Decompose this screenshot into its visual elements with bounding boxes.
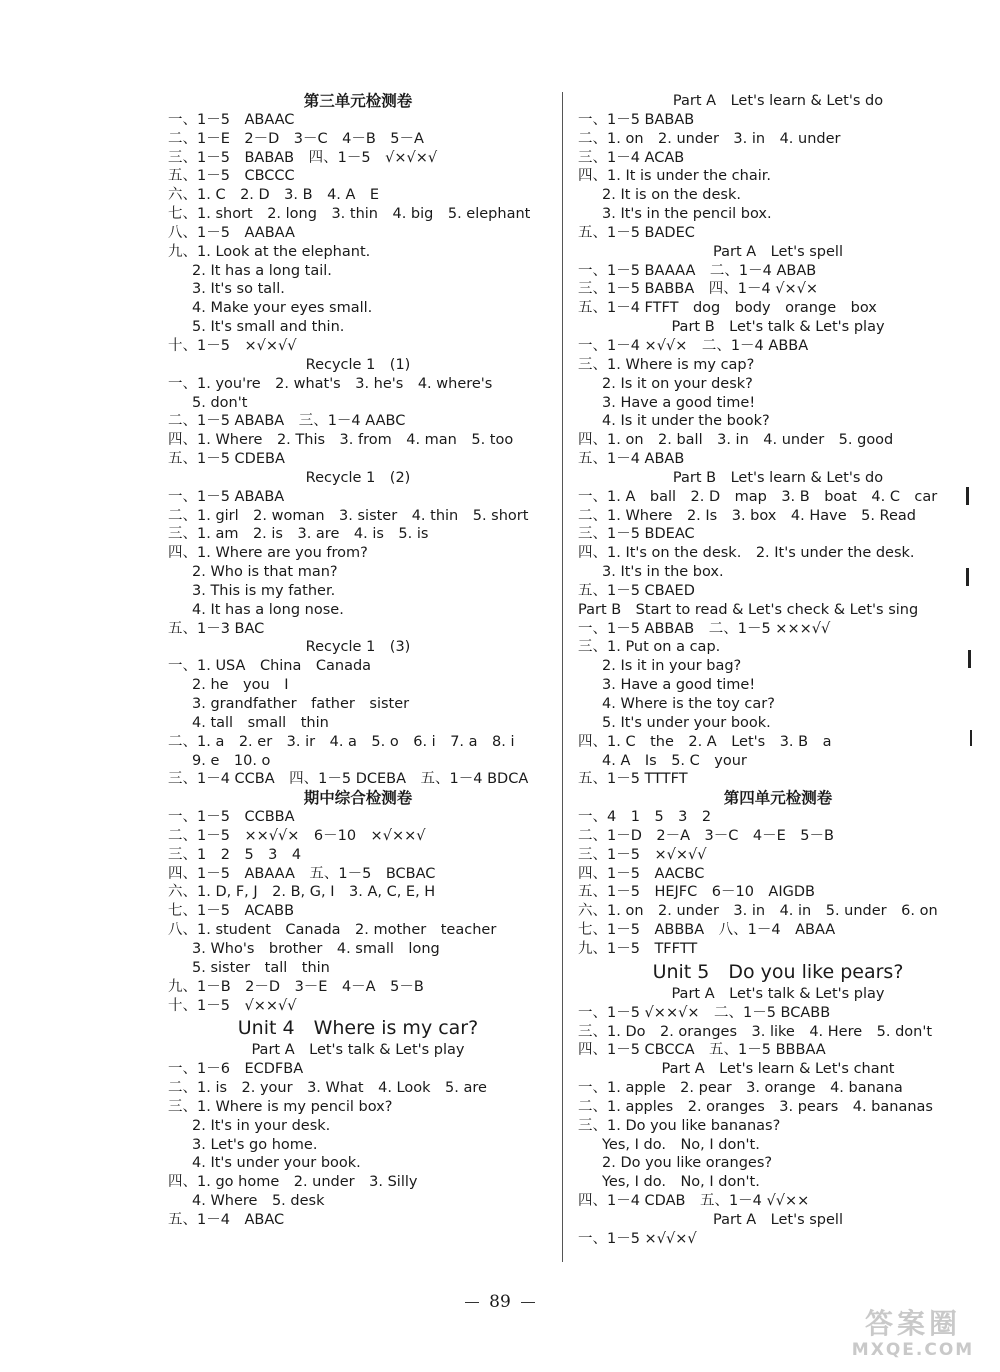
answer-line: 二、1. Where 2. Is 3. box 4. Have 5. Read [578, 507, 916, 524]
answer-line: 4. It has a long nose. [192, 601, 344, 618]
answer-line: 4. Where is the toy car? [602, 696, 775, 712]
answer-line: 二、1－E 2－D 3－C 4－B 5－A [168, 130, 424, 147]
watermark-logo [838, 1308, 988, 1366]
subsection-heading: Recycle 1 (3) [305, 639, 411, 656]
answer-line: 5. don't [192, 394, 248, 411]
answer-line: 2. It has a long tail. [192, 262, 332, 279]
answer-line: 三、1－5 BDEAC [578, 526, 695, 543]
answer-line: 五、1－5 BADEC [578, 224, 695, 241]
answer-line: 一、1－5 ABBAB 二、1－5 ×××√√ [578, 620, 831, 637]
answer-line: 十、1－5 ×√×√√ [168, 337, 297, 354]
answer-line: 2. It's in your desk. [192, 1117, 331, 1134]
answer-line: 9. e 10. o [192, 752, 271, 769]
answer-line: 六、1. on 2. under 3. in 4. in 5. under 6. on [578, 903, 938, 920]
answer-line: 五、1－5 CDEBA [168, 451, 285, 468]
answer-line: 九、1－B 2－D 3－E 4－A 5－B [168, 978, 424, 995]
answer-line: 三、1－5 BABBA 四、1－4 √×√× [578, 281, 819, 298]
answer-line: 九、1－5 TFFTT [578, 940, 698, 957]
answer-line: 二、1－D 2－A 3－C 4－E 5－B [578, 827, 834, 844]
answer-line: 4. Is it under the book? [602, 413, 770, 430]
answer-line: 一、1－5 BAAAA 二、1－4 ABAB [578, 262, 817, 279]
answer-line: 二、1－5 ××√√× 6－10 ×√××√ [168, 827, 426, 844]
watermark-url: MXQE.COM [851, 1340, 975, 1360]
subsection-heading: Recycle 1 (2) [305, 469, 411, 486]
answer-line: 八、1. student Canada 2. mother teacher [168, 922, 497, 939]
answer-line: 一、1. USA China Canada [168, 658, 372, 675]
answer-line: 一、1－5 √××√× 二、1－5 BCABB [578, 1004, 831, 1021]
answer-line: 四、1. Where 2. This 3. from 4. man 5. too [168, 432, 514, 449]
answer-line: 一、1. you're 2. what's 3. he's 4. where's [168, 375, 493, 392]
section-heading: 第三单元检测卷 [303, 91, 413, 110]
answer-line: 二、1. is 2. your 3. What 4. Look 5. are [168, 1080, 487, 1097]
answer-line: 4. tall small thin [192, 714, 329, 731]
answer-line: 3. It's so tall. [192, 281, 285, 298]
answer-line: 4. It's under your book. [192, 1155, 361, 1172]
answer-line: 3. It's in the box. [602, 564, 724, 581]
section-heading: 第四单元检测卷 [723, 788, 833, 808]
answer-line: 2. Is it on your desk? [602, 375, 753, 392]
answer-line: 四、1. on 2. ball 3. in 4. under 5. good [578, 432, 894, 449]
answer-line: 5. It's small and thin. [192, 319, 345, 336]
answer-line: 四、1－5 ABAAA 五、1－5 BCBAC [168, 865, 436, 882]
answer-line: 三、1. Put on a cap. [578, 639, 721, 656]
answer-line: 3. Have a good time! [602, 394, 756, 411]
answer-line: 三、1. Where is my cap? [578, 356, 755, 373]
answer-line: 三、1－5 BABAB 四、1－5 √×√×√ [168, 149, 438, 166]
answer-line: 五、1－5 CBAED [578, 582, 695, 599]
answer-line: 六、1. D, F, J 2. B, G, I 3. A, C, E, H [168, 884, 436, 901]
answer-line: 五、1－3 BAC [168, 620, 265, 637]
answer-line: 3. grandfather father sister [192, 696, 410, 712]
subsection-heading: Recycle 1 (1) [305, 356, 411, 373]
answer-line: 五、1－5 HEJFC 6－10 AIGDB [578, 884, 815, 901]
answer-line: 2. Who is that man? [192, 564, 338, 581]
answer-line: 四、1－4 CDAB 五、1－4 √√×× [578, 1193, 810, 1210]
answer-column-left [168, 92, 548, 1230]
answer-line: Part B Start to read & Let's check & Let's sing [578, 601, 919, 618]
answer-line: 三、1. Where is my pencil box? [168, 1098, 393, 1115]
answer-line: 四、1. go home 2. under 3. Silly [168, 1174, 418, 1191]
answer-line: 一、1－6 ECDFBA [168, 1061, 304, 1078]
answer-line: 二、1. a 2. er 3. ir 4. a 5. o 6. i 7. a 8. i [168, 733, 515, 750]
answer-line: 4. Make your eyes small. [192, 300, 373, 317]
answer-line: 2. Do you like oranges? [602, 1155, 773, 1172]
answer-line: 一、1－5 ×√√×√ [578, 1230, 697, 1247]
answer-line: 三、1－4 CCBA 四、1－5 DCEBA 五、1－4 BDCA [168, 771, 529, 788]
scan-mark [966, 487, 969, 505]
answer-line: 三、1 2 5 3 4 [168, 846, 302, 863]
answer-line: 四、1. It's on the desk. 2. It's under the desk. [578, 545, 915, 562]
answer-line: 八、1－5 AABAA [168, 224, 295, 241]
answer-line: 六、1. C 2. D 3. B 4. A E [168, 187, 380, 204]
answer-line: 一、1－5 ABABA [168, 488, 285, 505]
answer-line: 四、1. It is under the chair. [578, 168, 772, 185]
answer-line: 一、1－5 CCBBA [168, 809, 295, 826]
section-heading: 期中综合检测卷 [303, 788, 413, 808]
subsection-heading: Part A Let's talk & Let's play [671, 985, 885, 1002]
answer-line: 3. Who's brother 4. small long [192, 940, 440, 957]
answer-line: 三、1. Do 2. oranges 3. like 4. Here 5. don't [578, 1023, 933, 1040]
answer-line: 4. Where 5. desk [192, 1193, 325, 1210]
answer-line: 九、1. Look at the elephant. [168, 243, 371, 260]
answer-line: 3. It's in the pencil box. [602, 206, 772, 223]
answer-line: 2. he you I [192, 677, 289, 694]
dash-left [465, 1302, 479, 1303]
answer-line: 2. It is on the desk. [602, 187, 741, 204]
answer-line: 一、4 1 5 3 2 [578, 809, 712, 826]
answer-line: 五、1－4 ABAB [578, 451, 685, 468]
subsection-heading: Part A Let's learn & Let's do [672, 93, 884, 109]
answer-line: 五、1－5 TTTFT [578, 771, 688, 788]
column-divider [562, 92, 563, 1262]
answer-line: 四、1. C the 2. A Let's 3. B a [578, 733, 832, 750]
subsection-heading: Part A Let's spell [713, 243, 843, 260]
answer-line: 一、1. A ball 2. D map 3. B boat 4. C car [578, 488, 938, 505]
watermark-title: 答案圈 [864, 1307, 961, 1340]
dash-right [521, 1302, 535, 1303]
answer-line: 五、1－5 CBCCC [168, 168, 295, 185]
answer-line: 四、1. Where are you from? [168, 545, 368, 562]
subsection-heading: Part A Let's talk & Let's play [251, 1042, 465, 1059]
answer-line: 七、1－5 ACABB [168, 903, 295, 920]
subsection-heading: Part B Let's talk & Let's play [671, 319, 885, 336]
answer-line: 一、1－5 BABAB [578, 111, 695, 128]
answer-line: 五、1－4 ABAC [168, 1211, 285, 1228]
answer-line: 三、1－4 ACAB [578, 149, 685, 166]
answer-line: 七、1. short 2. long 3. thin 4. big 5. elephant [168, 206, 531, 223]
answer-line: 十、1－5 √××√√ [168, 997, 297, 1014]
answer-line: Yes, I do. No, I don't. [602, 1136, 760, 1153]
answer-line: 四、1－5 AACBC [578, 865, 705, 882]
answer-line: 一、1－5 ABAAC [168, 111, 295, 128]
answer-line: 二、1. on 2. under 3. in 4. under [578, 130, 841, 147]
answer-line: 三、1. am 2. is 3. are 4. is 5. is [168, 526, 429, 543]
answer-line: 4. A Is 5. C your [602, 752, 747, 769]
answer-line: 5. sister tall thin [192, 959, 330, 976]
answer-line: 四、1－5 CBCCA 五、1－5 BBBAA [578, 1042, 826, 1059]
answer-line: 二、1－5 ABABA 三、1－4 AABC [168, 413, 406, 430]
answer-line: 3. Have a good time! [602, 677, 756, 694]
subsection-heading: Part B Let's learn & Let's do [672, 469, 884, 486]
scan-mark [968, 650, 971, 668]
answer-column-right [578, 92, 978, 1249]
answer-line: 3. This is my father. [192, 582, 336, 599]
scan-mark [966, 568, 969, 586]
scan-mark [970, 730, 972, 746]
subsection-heading: Part A Let's spell [713, 1211, 843, 1228]
answer-line: 3. Let's go home. [192, 1136, 318, 1153]
answer-line: 5. It's under your book. [602, 714, 771, 731]
answer-line: 七、1－5 ABBBA 八、1－4 ABAA [578, 922, 836, 939]
answer-line: 三、1. Do you like bananas? [578, 1117, 781, 1134]
answer-line: Yes, I do. No, I don't. [602, 1174, 760, 1191]
answer-line: 二、1. girl 2. woman 3. sister 4. thin 5. short [168, 507, 529, 524]
section-heading: Unit 5 Do you like pears? [652, 960, 904, 983]
section-heading: Unit 4 Where is my car? [237, 1017, 479, 1040]
answer-line: 2. Is it in your bag? [602, 658, 742, 675]
answer-line: 五、1－4 FTFT dog body orange box [578, 300, 877, 317]
page-number: 89 [489, 1292, 511, 1312]
answer-line: 二、1. apples 2. oranges 3. pears 4. bananas [578, 1098, 933, 1115]
answer-line: 一、1. apple 2. pear 3. orange 4. banana [578, 1080, 903, 1097]
subsection-heading: Part A Let's learn & Let's chant [661, 1061, 895, 1078]
answer-line: 一、1－4 ×√√× 二、1－4 ABBA [578, 337, 809, 354]
answer-line: 三、1－5 ×√×√√ [578, 846, 707, 863]
